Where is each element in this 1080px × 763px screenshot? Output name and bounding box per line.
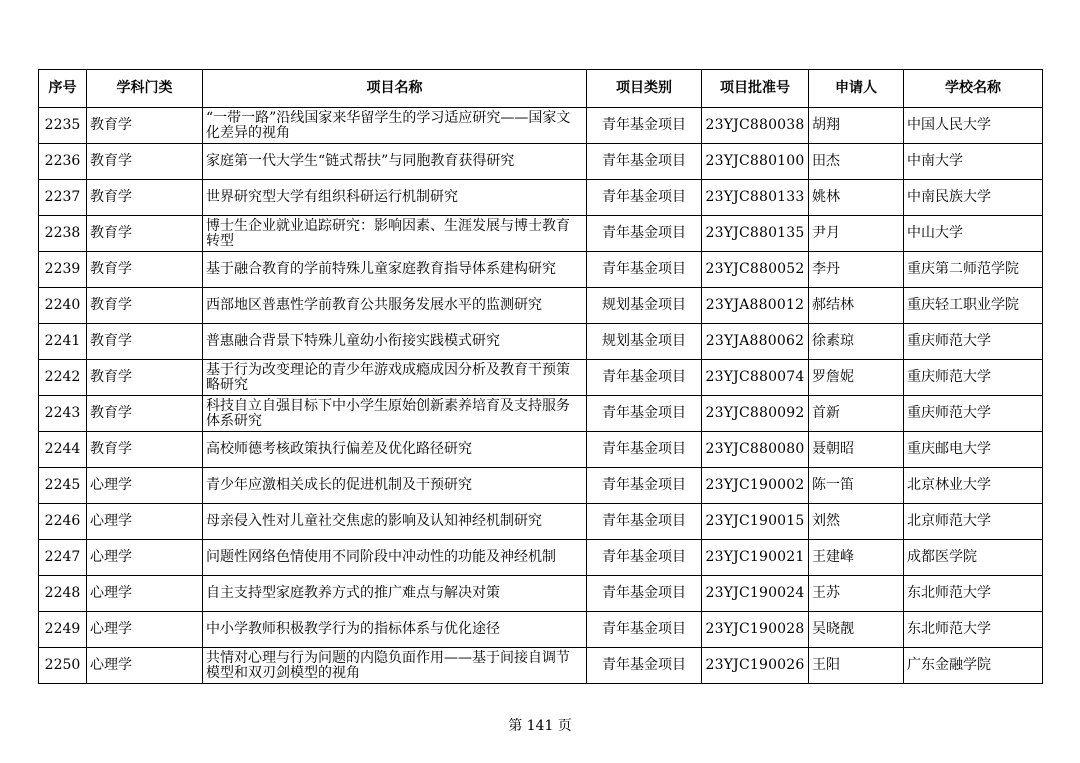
cell-no: 2237 [39,180,87,216]
cell-applicant: 王阳 [809,648,904,684]
cell-project-type: 青年基金项目 [587,216,702,252]
cell-no: 2249 [39,612,87,648]
cell-project-type: 青年基金项目 [587,360,702,396]
cell-school: 中国人民大学 [904,108,1043,144]
header-subject: 学科门类 [87,70,203,108]
cell-applicant: 吴晓靓 [809,612,904,648]
cell-project-type: 青年基金项目 [587,540,702,576]
cell-school: 重庆轻工职业学院 [904,288,1043,324]
table-row [39,108,1043,144]
cell-approval-no: 23YJA880062 [702,324,809,360]
cell-applicant: 王苏 [809,576,904,612]
cell-project-name: 家庭第一代大学生“链式帮扶”与同胞教育获得研究 [203,144,587,180]
cell-subject: 教育学 [87,432,203,468]
cell-school: 重庆第二师范学院 [904,252,1043,288]
cell-school: 北京师范大学 [904,504,1043,540]
cell-project-name: 世界研究型大学有组织科研运行机制研究 [203,180,587,216]
cell-school: 重庆邮电大学 [904,432,1043,468]
cell-approval-no: 23YJC880135 [702,216,809,252]
cell-school: 北京林业大学 [904,468,1043,504]
cell-applicant: 首新 [809,396,904,432]
cell-school: 重庆师范大学 [904,396,1043,432]
cell-no: 2240 [39,288,87,324]
cell-project-type: 青年基金项目 [587,108,702,144]
cell-project-name: 基于行为改变理论的青少年游戏成瘾成因分析及教育干预策略研究 [203,360,587,396]
cell-project-name: 博士生企业就业追踪研究：影响因素、生涯发展与博士教育转型 [203,216,587,252]
header-person: 申请人 [809,70,904,108]
table-row [39,396,1043,432]
cell-approval-no: 23YJC190028 [702,612,809,648]
table-row [39,576,1043,612]
cell-project-type: 青年基金项目 [587,468,702,504]
cell-applicant: 田杰 [809,144,904,180]
cell-project-name: 基于融合教育的学前特殊儿童家庭教育指导体系建构研究 [203,252,587,288]
cell-approval-no: 23YJC880038 [702,108,809,144]
cell-project-type: 青年基金项目 [587,648,702,684]
table-row [39,252,1043,288]
cell-project-name: 普惠融合背景下特殊儿童幼小衔接实践模式研究 [203,324,587,360]
cell-no: 2245 [39,468,87,504]
cell-no: 2246 [39,504,87,540]
cell-subject: 教育学 [87,180,203,216]
table-body [39,108,1043,684]
cell-project-name: 自主支持型家庭教养方式的推广难点与解决对策 [203,576,587,612]
cell-subject: 教育学 [87,288,203,324]
cell-no: 2248 [39,576,87,612]
table-row [39,216,1043,252]
header-code: 项目批准号 [702,70,809,108]
table-row [39,432,1043,468]
cell-no: 2241 [39,324,87,360]
cell-subject: 教育学 [87,360,203,396]
cell-no: 2238 [39,216,87,252]
cell-subject: 教育学 [87,216,203,252]
cell-applicant: 刘然 [809,504,904,540]
cell-project-type: 青年基金项目 [587,504,702,540]
header-name: 项目名称 [203,70,587,108]
table-row [39,540,1043,576]
cell-applicant: 聂朝昭 [809,432,904,468]
cell-approval-no: 23YJC190002 [702,468,809,504]
cell-subject: 心理学 [87,504,203,540]
cell-project-type: 规划基金项目 [587,324,702,360]
cell-no: 2247 [39,540,87,576]
cell-project-type: 青年基金项目 [587,432,702,468]
cell-school: 广东金融学院 [904,648,1043,684]
cell-no: 2243 [39,396,87,432]
cell-project-type: 青年基金项目 [587,576,702,612]
cell-project-type: 青年基金项目 [587,144,702,180]
cell-approval-no: 23YJA880012 [702,288,809,324]
cell-subject: 心理学 [87,612,203,648]
cell-approval-no: 23YJC880133 [702,180,809,216]
page-number: 第 141 页 [508,718,572,734]
cell-no: 2235 [39,108,87,144]
cell-approval-no: 23YJC190015 [702,504,809,540]
header-school: 学校名称 [904,70,1043,108]
cell-subject: 教育学 [87,252,203,288]
cell-no: 2242 [39,360,87,396]
cell-no: 2239 [39,252,87,288]
cell-school: 中南民族大学 [904,180,1043,216]
cell-no: 2244 [39,432,87,468]
cell-approval-no: 23YJC190026 [702,648,809,684]
cell-project-name: 问题性网络色情使用不同阶段中冲动性的功能及神经机制 [203,540,587,576]
cell-project-name: “一带一路”沿线国家来华留学生的学习适应研究——国家文化差异的视角 [203,108,587,144]
cell-subject: 心理学 [87,540,203,576]
table-row [39,144,1043,180]
cell-school: 中南大学 [904,144,1043,180]
cell-approval-no: 23YJC880100 [702,144,809,180]
header-type: 项目类别 [587,70,702,108]
cell-school: 东北师范大学 [904,576,1043,612]
cell-subject: 教育学 [87,396,203,432]
cell-approval-no: 23YJC880074 [702,360,809,396]
cell-applicant: 陈一笛 [809,468,904,504]
cell-project-name: 青少年应激相关成长的促进机制及干预研究 [203,468,587,504]
header-no: 序号 [39,70,87,108]
cell-applicant: 姚林 [809,180,904,216]
cell-subject: 教育学 [87,144,203,180]
cell-subject: 教育学 [87,108,203,144]
table-row [39,324,1043,360]
cell-applicant: 胡翔 [809,108,904,144]
cell-applicant: 罗詹妮 [809,360,904,396]
table-row [39,468,1043,504]
table-row [39,648,1043,684]
cell-project-name: 高校师德考核政策执行偏差及优化路径研究 [203,432,587,468]
cell-applicant: 王建峰 [809,540,904,576]
cell-applicant: 徐素琼 [809,324,904,360]
cell-approval-no: 23YJC190024 [702,576,809,612]
cell-subject: 教育学 [87,324,203,360]
cell-project-name: 中小学教师积极教学行为的指标体系与优化途径 [203,612,587,648]
cell-school: 东北师范大学 [904,612,1043,648]
table-row [39,504,1043,540]
cell-applicant: 李丹 [809,252,904,288]
cell-project-type: 青年基金项目 [587,612,702,648]
cell-project-name: 共情对心理与行为问题的内隐负面作用——基于间接自调节模型和双刃剑模型的视角 [203,648,587,684]
project-table [38,69,1043,684]
cell-subject: 心理学 [87,648,203,684]
cell-approval-no: 23YJC880092 [702,396,809,432]
cell-applicant: 郝结林 [809,288,904,324]
cell-approval-no: 23YJC880080 [702,432,809,468]
cell-project-type: 青年基金项目 [587,396,702,432]
cell-project-type: 青年基金项目 [587,252,702,288]
cell-approval-no: 23YJC190021 [702,540,809,576]
cell-applicant: 尹月 [809,216,904,252]
table-row [39,180,1043,216]
cell-school: 重庆师范大学 [904,324,1043,360]
cell-subject: 心理学 [87,468,203,504]
cell-no: 2250 [39,648,87,684]
cell-project-name: 母亲侵入性对儿童社交焦虑的影响及认知神经机制研究 [203,504,587,540]
cell-subject: 心理学 [87,576,203,612]
table-row [39,360,1043,396]
cell-project-name: 科技自立自强目标下中小学生原始创新素养培育及支持服务体系研究 [203,396,587,432]
table-row [39,288,1043,324]
cell-approval-no: 23YJC880052 [702,252,809,288]
cell-school: 重庆师范大学 [904,360,1043,396]
header-row [39,70,1043,108]
cell-project-name: 西部地区普惠性学前教育公共服务发展水平的监测研究 [203,288,587,324]
cell-school: 成都医学院 [904,540,1043,576]
cell-school: 中山大学 [904,216,1043,252]
cell-no: 2236 [39,144,87,180]
table-row [39,612,1043,648]
cell-project-type: 青年基金项目 [587,180,702,216]
cell-project-type: 规划基金项目 [587,288,702,324]
